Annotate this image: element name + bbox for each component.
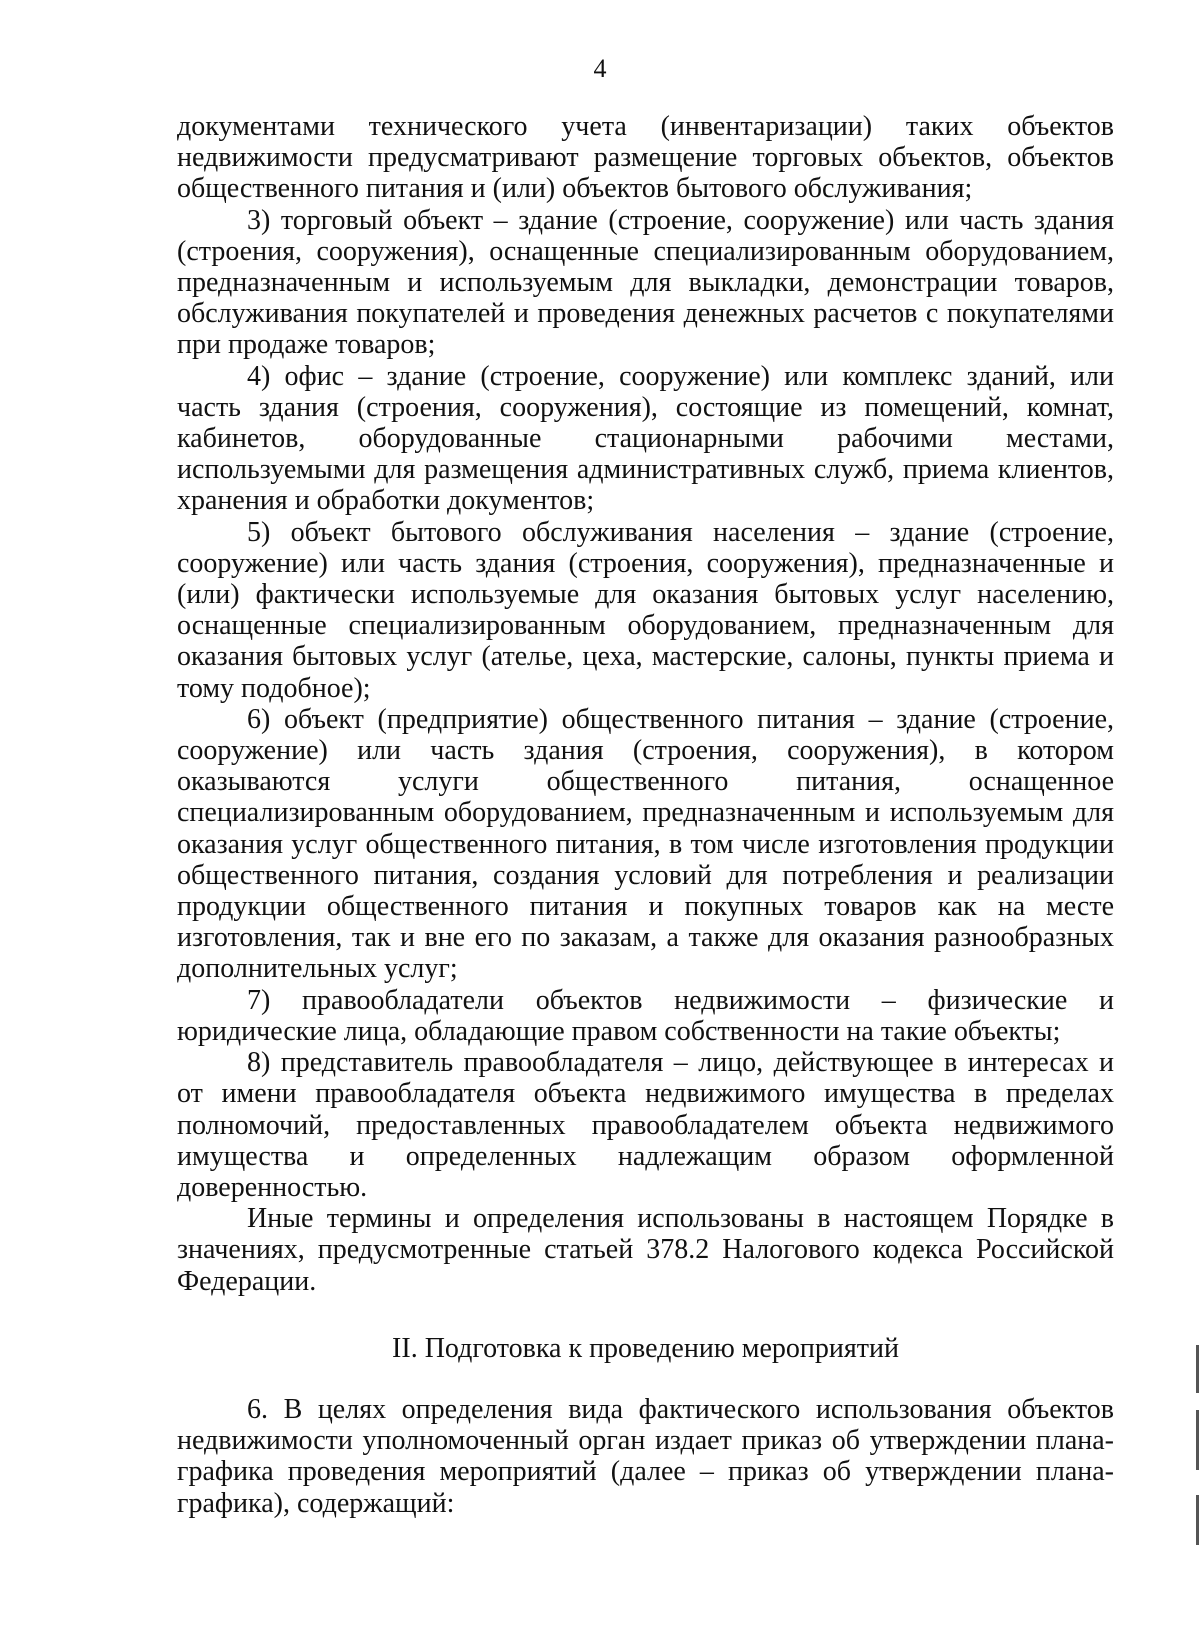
section-heading: II. Подготовка к проведению мероприятий xyxy=(392,1332,899,1364)
spacer xyxy=(177,1297,1114,1333)
paragraph-other-terms: Иные термины и определения использованы в настоящем Порядке в значениях, предусмотренные статьей 378.2 Налогового кодекса Российской Федерации. xyxy=(177,1203,1114,1297)
document-body xyxy=(177,111,1114,1519)
paragraph-continuation: документами технического учета (инвентаризации) таких объектов недвижимости предусматривают размещение торговых объектов, объектов общественного питания и (или) объектов бытового обслуживания; xyxy=(177,111,1114,205)
scan-edge-mark xyxy=(1196,1495,1199,1545)
scan-edge-mark xyxy=(1196,1345,1199,1393)
scan-edge-mark xyxy=(1196,1410,1199,1470)
paragraph-definition-4: 4) офис – здание (строение, сооружение) или комплекс зданий, или часть здания (строения, сооружения), состоящие из помещений, комнат, кабинетов, оборудованные стационарными рабочими местами, используемыми для размещения административных служб, приема клиентов, хранения и обработки документов; xyxy=(177,360,1114,517)
paragraph-definition-3: 3) торговый объект – здание (строение, сооружение) или часть здания (строения, сооружения), оснащенные специализированным оборудованием, предназначенным и используемым для выкладки, демонстрации товаров, обслуживания покупателей и проведения денежных расчетов с покупателями при продаже товаров; xyxy=(177,204,1114,361)
paragraph-item-6: 6. В целях определения вида фактического использования объектов недвижимости уполномоченный орган издает приказ об утверждении плана-графика проведения мероприятий (далее – приказ об утверждении плана-графика), содержащий: xyxy=(177,1393,1114,1519)
paragraph-definition-7: 7) правообладатели объектов недвижимости – физические и юридические лица, обладающие правом собственности на такие объекты; xyxy=(177,984,1114,1047)
page-number: 4 xyxy=(593,54,607,83)
paragraph-definition-8: 8) представитель правообладателя – лицо, действующее в интересах и от имени правообладателя объекта недвижимого имущества в пределах полномочий, предоставленных правообладателем объекта недвижимого имущества и определенных надлежащим образом оформленной доверенностью. xyxy=(177,1047,1114,1203)
paragraph-definition-6: 6) объект (предприятие) общественного питания – здание (строение, сооружение) или часть здания (строения, сооружения), в котором оказываются услуги общественного питания, оснащенное специализированным оборудованием, предназначенным и используемым для оказания услуг общественного питания, в том числе изготовления продукции общественного питания, создания условий для потребления и реализации продукции общественного питания и покупных товаров как на месте изготовления, так и вне его по заказам, а также для оказания разнообразных дополнительных услуг; xyxy=(177,703,1114,985)
spacer xyxy=(177,1364,1114,1394)
paragraph-definition-5: 5) объект бытового обслуживания населения – здание (строение, сооружение) или часть здания (строения, сооружения), предназначенные и (или) фактически используемые для оказания бытовых услуг населению, оснащенные специализированным оборудованием, предназначенным для оказания бытовых услуг (ателье, цеха, мастерские, салоны, пункты приема и тому подобное); xyxy=(177,516,1114,704)
